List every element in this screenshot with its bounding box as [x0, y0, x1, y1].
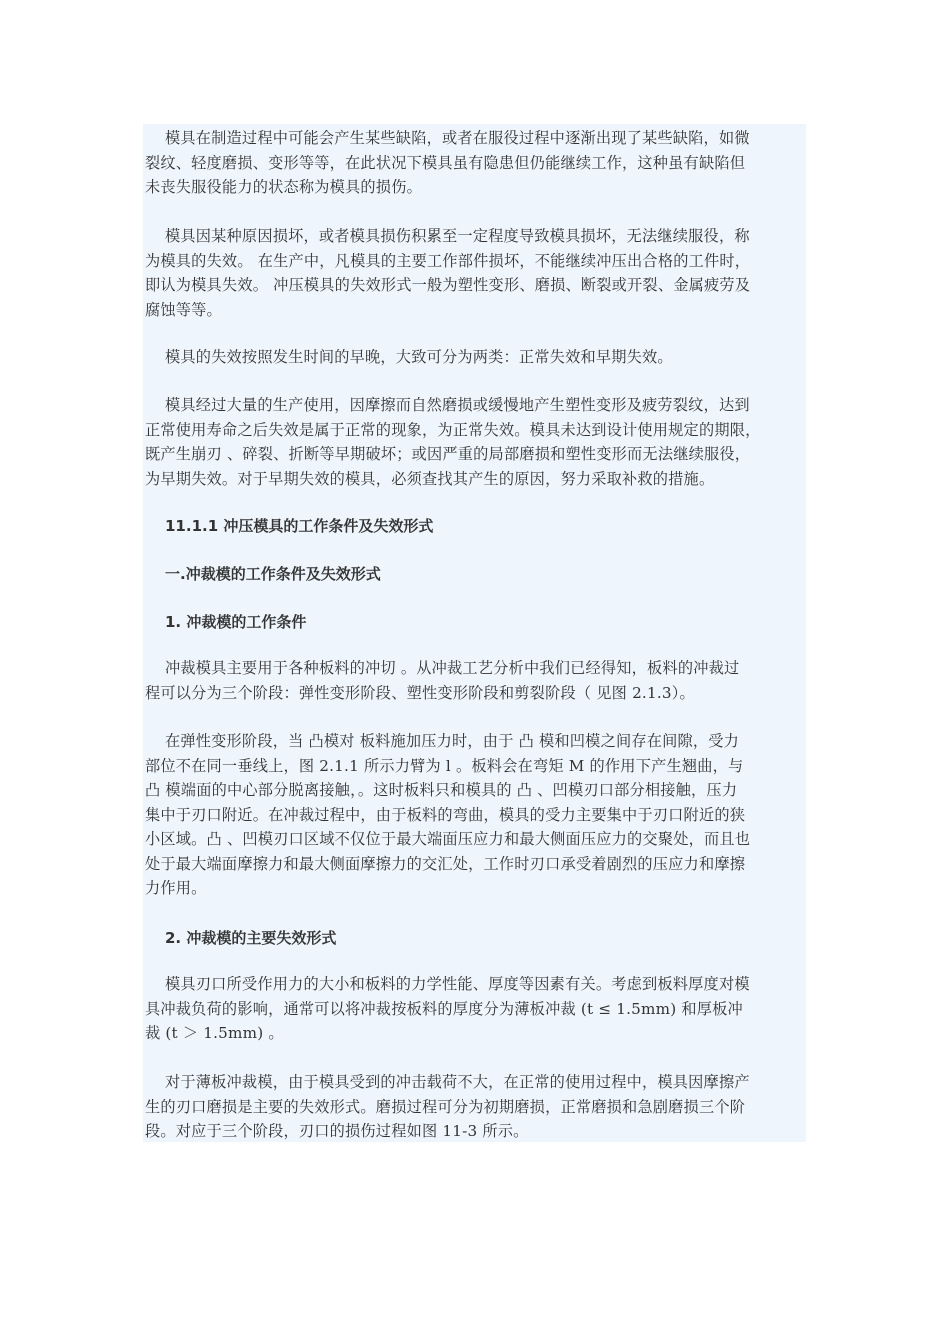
- paragraph-normal-early-failure: [145, 393, 805, 491]
- paragraph-line: 部位不在同一垂线上，图 2.1.1 所示力臂为 l 。板料会在弯矩 M 的作用下产生翘曲，与: [145, 756, 744, 775]
- paragraph-line: 小区域。凸 、凹模刃口区域不仅位于最大端面压应力和最大侧面压应力的交聚处，而且也: [145, 830, 751, 848]
- paragraph-damage-definition: [145, 126, 805, 200]
- paragraph-line: 模具在制造过程中可能会产生某些缺陷，或者在服役过程中逐渐出现了某些缺陷，如微: [165, 129, 750, 147]
- section-heading: 11.1.1 冲压模具的工作条件及失效形式: [165, 517, 434, 535]
- paragraph-failure-types: [145, 345, 805, 370]
- subsection-heading: 一.冲裁模的工作条件及失效形式: [165, 565, 381, 583]
- paragraph-line: 模具的失效按照发生时间的早晚，大致可分为两类：正常失效和早期失效。: [165, 348, 673, 366]
- paragraph-line: 生的刃口磨损是主要的失效形式。磨损过程可分为初期磨损，正常磨损和急剧磨损三个阶: [145, 1097, 746, 1116]
- item-heading-working-conditions: 1. 冲裁模的工作条件: [165, 613, 307, 631]
- paragraph-line: 在弹性变形阶段，当 凸模对 板料施加压力时，由于 凸 模和凹模之间存在间隙，受力: [165, 732, 740, 750]
- paragraph-line: 既产生崩刃 、碎裂、折断等早期破坏；或因严重的局部磨损和塑性变形而无法继续服役，: [145, 445, 751, 463]
- paragraph-line: 具冲裁负荷的影响，通常可以将冲裁按板料的厚度分为薄板冲裁 (t ≤ 1.5mm) 和厚板冲: [145, 999, 743, 1018]
- paragraph-thin-sheet-wear: [145, 1070, 805, 1144]
- paragraph-elastic-stage: [145, 729, 805, 901]
- paragraph-line: 为模具的失效。 在生产中，凡模具的主要工作部件损坏，不能继续冲压出合格的工件时，: [145, 251, 751, 270]
- paragraph-line: 冲裁模具主要用于各种板料的冲切 。从冲裁工艺分析中我们已经得知，板料的冲裁过: [165, 659, 740, 677]
- paragraph-line: 模具刃口所受作用力的大小和板料的力学性能、厚度等因素有关。考虑到板料厚度对模: [165, 975, 750, 993]
- paragraph-line: 对于薄板冲裁模，由于模具受到的冲击载荷不大，在正常的使用过程中，模具因摩擦产: [165, 1073, 750, 1091]
- paragraph-line: 凸 模端面的中心部分脱离接触，。这时板料只和模具的 凸 、凹模刃口部分相接触，压力: [145, 781, 738, 799]
- paragraph-thickness-classification: [145, 972, 805, 1046]
- paragraph-punching-stages: [145, 656, 805, 705]
- paragraph-line: 即认为模具失效。 冲压模具的失效形式一般为塑性变形、磨损、断裂或开裂、金属疲劳及: [145, 276, 751, 294]
- paragraph-line: 集中于刃口附近。在冲裁过程中，由于板料的弯曲，模具的受力主要集中于刃口附近的狭: [145, 805, 746, 824]
- paragraph-line: 模具因某种原因损坏，或者模具损伤积累至一定程度导致模具损坏，无法继续服役，称: [165, 227, 750, 245]
- paragraph-line: 为早期失效。对于早期失效的模具，必须查找其产生的原因，努力采取补救的措施。: [145, 469, 715, 488]
- paragraph-line: 模具经过大量的生产使用，因摩擦而自然磨损或缓慢地产生塑性变形及疲劳裂纹，达到: [165, 396, 750, 414]
- paragraph-failure-definition: [145, 224, 805, 322]
- paragraph-line: 腐蚀等等。: [145, 300, 222, 319]
- paragraph-line: 程可以分为三个阶段：弹性变形阶段、塑性变形阶段和剪裂阶段（ 见图 2.1.3）。: [145, 683, 695, 702]
- paragraph-line: 未丧失服役能力的状态称为模具的损伤。: [145, 178, 422, 196]
- paragraph-line: 力作用。: [145, 879, 207, 897]
- paragraph-line: 段。对应于三个阶段，刃口的损伤过程如图 11-3 所示。: [145, 1122, 529, 1140]
- paragraph-line: 处于最大端面摩擦力和最大侧面摩擦力的交汇处，工作时刃口承受着剧烈的压应力和摩擦: [145, 854, 746, 873]
- paragraph-line: 裁 (t ＞ 1.5mm) 。: [145, 1024, 284, 1042]
- paragraph-line: 正常使用寿命之后失效是属于正常的现象，为正常失效。模具未达到设计使用规定的期限，: [145, 420, 761, 439]
- item-heading-failure-forms: 2. 冲裁模的主要失效形式: [165, 929, 337, 947]
- paragraph-line: 裂纹、轻度磨损、变形等等，在此状况下模具虽有隐患但仍能继续工作，这种虽有缺陷但: [145, 153, 746, 172]
